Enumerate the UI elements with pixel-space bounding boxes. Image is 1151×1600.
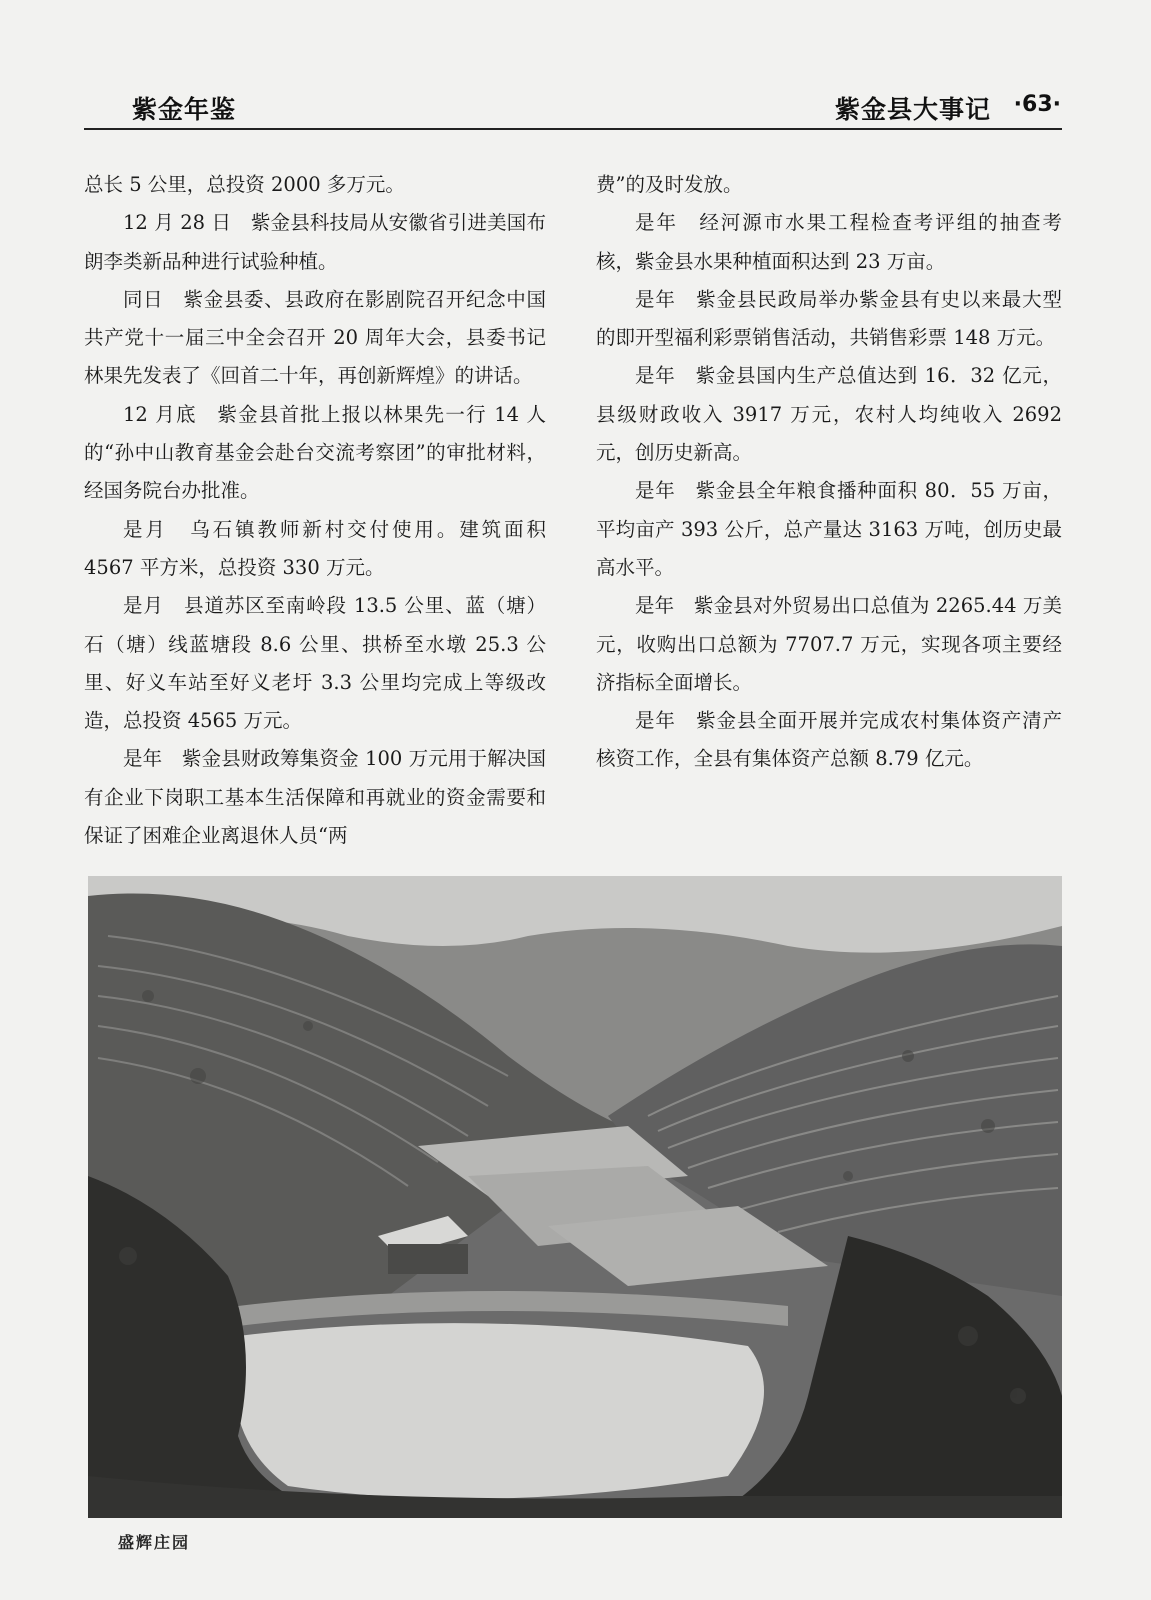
running-header-section-title: 紫金县大事记 (834, 95, 991, 124)
paragraph: 是年 紫金县财政筹集资金 100 万元用于解决国有企业下岗职工基本生活保障和再就业的资金需要和保证了困难企业离退休人员“两 (84, 747, 546, 848)
running-header-book-title: 紫金年鉴 (132, 95, 237, 124)
farm-building-wall (388, 1244, 468, 1274)
photo-illustration (88, 876, 1062, 1518)
paragraph: 是年 紫金县民政局举办紫金县有史以来最大型的即开型福利彩票销售活动，共销售彩票 148 万元。 (596, 287, 1062, 350)
header-rule (84, 128, 1062, 130)
paragraph: 是年 紫金县全面开展并完成农村集体资产清产核资工作，全县有集体资产总额 8.79 亿元。 (596, 709, 1062, 771)
lake (234, 1323, 764, 1499)
paragraph: 是月 乌石镇教师新村交付使用。建筑面积 4567 平方米，总投资 330 万元。 (84, 517, 546, 579)
landscape-photo (88, 876, 1062, 1518)
paragraph: 是年 紫金县对外贸易出口总值为 2265.44 万美元，收购出口总额为 7707.7 万元，实现各项主要经济指标全面增长。 (596, 594, 1062, 694)
paragraph: 费”的及时发放。 (596, 173, 743, 196)
paragraph: 12 月 28 日 紫金县科技局从安徽省引进美国布朗李类新品种进行试验种植。 (84, 211, 546, 273)
paragraph: 是年 紫金县国内生产总值达到 16．32 亿元，县级财政收入 3917 万元，农村人均纯收入 2692 元，创历史新高。 (596, 364, 1062, 465)
paragraph: 12 月底 紫金县首批上报以林果先一行 14 人的“孙中山教育基金会赴台交流考察团”的审批材料，经国务院台办批准。 (84, 402, 546, 503)
right-text-column (596, 166, 1062, 779)
paragraph: 是年 经河源市水果工程检查考评组的抽查考核，紫金县水果种植面积达到 23 万亩。 (596, 211, 1062, 273)
photo-caption: 盛辉庄园 (118, 1533, 191, 1552)
paragraph: 总长 5 公里，总投资 2000 多万元。 (84, 173, 405, 196)
paragraph: 是月 县道苏区至南岭段 13.5 公里、蓝（塘）石（塘）线蓝塘段 8.6 公里、拱桥至水墩 25.3 公里、好义车站至好义老圩 3.3 公里均完成上等级改造，总投资 4565 万元。 (84, 594, 546, 733)
paragraph: 同日 紫金县委、县政府在影剧院召开纪念中国共产党十一届三中全会召开 20 周年大会，县委书记林果先发表了《回首二十年，再创新辉煌》的讲话。 (84, 287, 546, 388)
page-number: ·63· (1013, 92, 1061, 117)
left-text-column (84, 166, 546, 855)
paragraph: 是年 紫金县全年粮食播种面积 80．55 万亩，平均亩产 393 公斤，总产量达 3163 万吨，创历史最高水平。 (596, 479, 1062, 579)
